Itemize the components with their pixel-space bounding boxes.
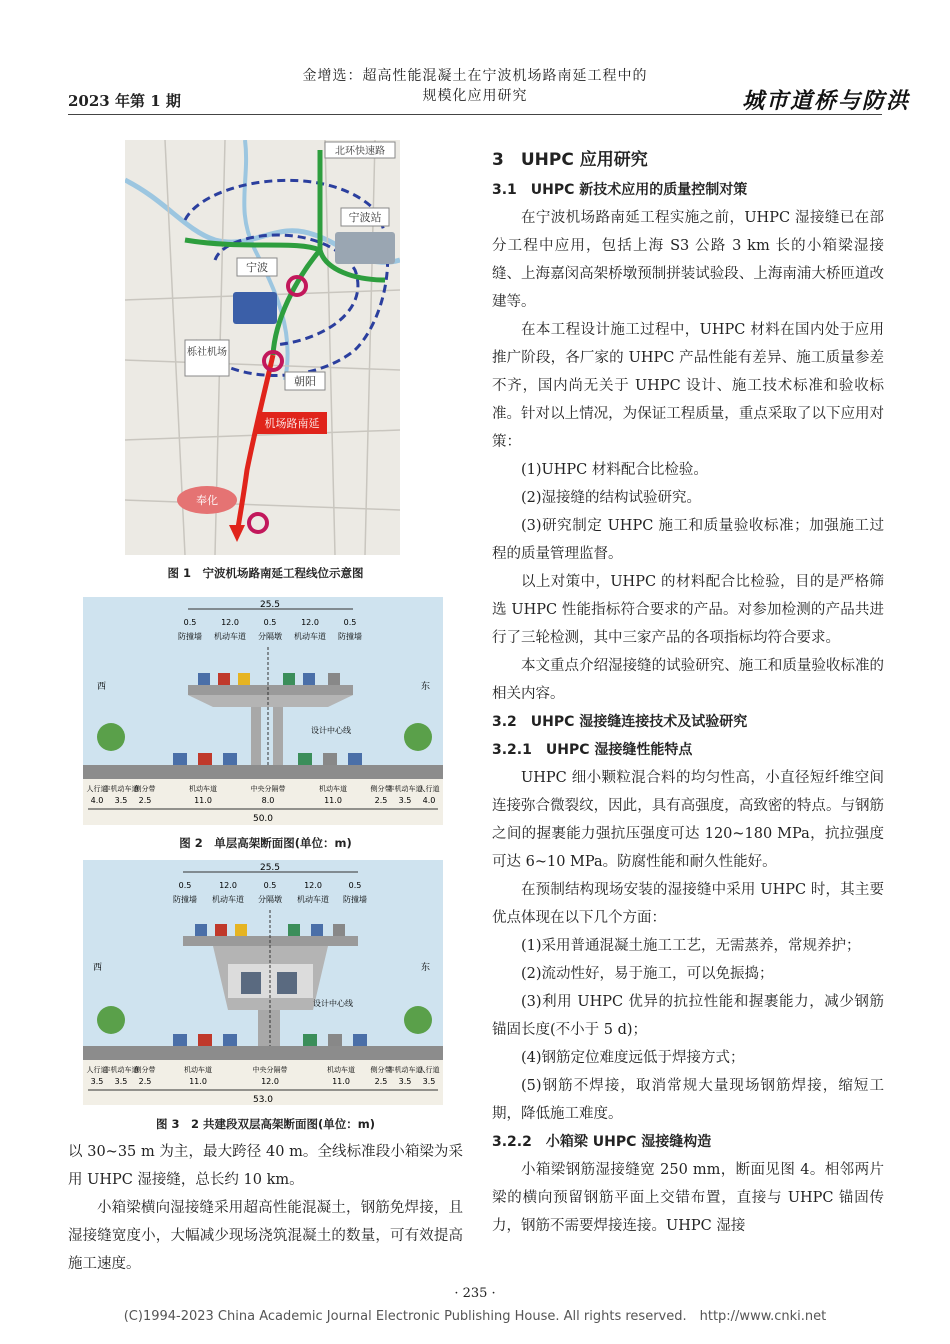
figure-1-map [125,140,400,555]
ground-label-7: 侧分带 [370,785,392,793]
top-dim-1: 0.5 [183,618,197,627]
top-dim-3: 0.5 [263,618,277,627]
top-label-1: 防撞墙 [178,632,202,641]
figure-3-caption: 图 3 2 共建段双层高架断面图(单位：m) [155,1117,375,1131]
ground-label-8: 非机动车道 [387,1066,423,1074]
pier-left [251,707,261,765]
total-width: 50.0 [252,814,274,824]
running-title [250,66,700,106]
ground-label-2: 非机动车道 [103,785,139,793]
top-label-4: 机动车道 [294,632,326,641]
pier-right [273,707,283,765]
label-airport: 栎社机场 [187,347,227,358]
page-number: · 235 · [454,1286,496,1301]
ground-dim-5: 8.0 [261,796,275,805]
ground-dim-7: 2.5 [374,796,388,805]
ground-label-1: 人行道 [86,1066,108,1074]
advantage-3: (3)利用 UHPC 优异的抗拉性能和握裹能力，减少钢筋锚固长度(不小于 5 d)； [492,994,884,1038]
journal-name: 城市道桥与防洪 [742,88,911,114]
figure-3 [83,860,443,1105]
top-label-4: 机动车道 [297,895,329,904]
section-3-2-1-heading: 3.2.1 UHPC 湿接缝性能特点 [492,742,693,758]
top-label-2: 机动车道 [214,632,246,641]
label-city: 宁波 [246,261,268,274]
ground-dim-3: 2.5 [138,1077,152,1086]
top-label-1: 防撞墙 [173,895,197,904]
advantage-5: (5)钢筋不焊接，取消常规大量现场钢筋焊接，缩短工期，降低施工难度。 [492,1078,884,1122]
west-label: 西 [93,963,103,973]
paragraph-3-2-1-a: UHPC 细小颗粒混合料的均匀性高，小直径短纤维空间连接弥合微裂纹，因此，具有高强度，高致密的特点。与钢筋之间的握裹能力强抗压强度可达 120~180 MPa，抗拉强度可达 6~10 MPa。防腐性能和耐久性能好。 [492,770,884,870]
top-label-5: 防撞墙 [338,632,362,641]
paragraph-3-1-d: 本文重点介绍湿接缝的试验研究、施工和质量验收标准的相关内容。 [492,658,884,702]
ground-label-4: 机动车道 [184,1066,212,1074]
paragraph-3-1-a: 在宁波机场路南延工程实施之前，UHPC 湿接缝已在部分工程中应用，包括上海 S3 公路 3 km 长的小箱梁湿接缝、上海嘉闵高架桥墩预制拼装试验段、上海南浦大桥匝道改建等。 [492,210,884,310]
ground-dim-8: 3.5 [398,796,412,805]
top-label-5: 防撞墙 [343,895,367,904]
measure-1: (1)UHPC 材料配合比检验。 [521,462,708,478]
top-dim-5: 0.5 [343,618,357,627]
advantage-1: (1)采用普通混凝土施工工艺，无需蒸养，常规养护； [521,938,861,954]
running-title-line2: 规模化应用研究 [422,88,528,104]
top-dim-2: 12.0 [219,881,237,890]
label-box-airport [185,340,229,376]
top-dim-4: 12.0 [304,881,322,890]
ground-dim-8: 3.5 [398,1077,412,1086]
label-north-road: 北环快速路 [335,146,385,157]
ground-dim-9: 4.0 [422,796,436,805]
centerline-label: 设计中心线 [313,999,353,1008]
tree-right [404,723,432,751]
ground-labels [87,1065,440,1074]
top-dim-2: 12.0 [221,618,239,627]
ground-dim-4: 11.0 [189,1077,207,1086]
ground-label-9: 人行道 [418,1066,440,1074]
top-label-3: 分隔墩 [258,895,282,904]
ground-dim-2: 3.5 [114,796,128,805]
top-label-3: 分隔墩 [258,632,282,641]
ground-label-3: 侧分带 [134,1066,156,1074]
label-station: 宁波站 [348,211,382,224]
ground-dim-2: 3.5 [114,1077,128,1086]
ground-label-1: 人行道 [86,785,108,793]
ground-dims [91,796,436,805]
header-rule [68,114,882,115]
ground-dim-9: 3.5 [422,1077,436,1086]
ground-dim-6: 11.0 [332,1077,350,1086]
top-dim-1: 0.5 [178,881,192,890]
right-column-text [492,145,884,1240]
ground-label-6: 机动车道 [327,1066,355,1074]
top-total: 25.5 [259,600,281,610]
ground-dim-1: 3.5 [90,1077,104,1086]
ground-labels [87,784,440,793]
section-3-2-2-heading: 3.2.2 小箱梁 UHPC 湿接缝构造 [492,1134,712,1150]
section-3-heading: 3 UHPC 应用研究 [492,150,648,170]
total-width: 53.0 [252,1095,274,1105]
pier [258,1010,280,1046]
advantage-4: (4)钢筋定位难度远低于焊接方式； [521,1050,745,1066]
figure-2 [83,597,443,825]
ground-label-2: 非机动车道 [103,1066,139,1074]
ground-label-5: 中央分隔带 [252,1066,288,1074]
issue-label: 2023 年第 1 期 [68,92,181,110]
ground-dim-1: 4.0 [90,796,104,805]
ground-label-3: 侧分带 [134,785,156,793]
paragraph-3-1-c: 以上对策中，UHPC 的材料配合比检验，目的是严格筛选 UHPC 性能指标符合要求的产品。对参加检测的产品共进行了三轮检测，其中三家产品的各项指标均符合要求。 [492,574,884,646]
ground-dim-7: 2.5 [374,1077,388,1086]
label-fenghua: 奉化 [196,494,218,507]
section-3-2-heading: 3.2 UHPC 湿接缝连接技术及试验研究 [492,714,748,730]
centerline-label: 设计中心线 [311,726,351,735]
tree-left [97,1006,125,1034]
bridge-deck [188,685,353,695]
tree-left [97,723,125,751]
station-photo [335,232,395,264]
top-total: 25.5 [259,863,281,873]
train-right [277,972,297,994]
left-paragraph-1: 以 30~35 m 为主，最大跨径 40 m。全线标准段小箱梁为采用 UHPC 湿接缝，总长约 10 km。 [68,1144,463,1188]
ground-label-8: 非机动车道 [387,785,423,793]
top-dim-5: 0.5 [348,881,362,890]
figure-2-caption: 图 2 单层高架断面图(单位：m) [179,836,352,850]
left-column-text [68,1138,463,1278]
label-project: 机场路南延 [264,417,320,430]
east-label: 东 [421,963,431,973]
advantage-2: (2)流动性好，易于施工，可以免振捣； [521,966,774,982]
left-paragraph-2: 小箱梁横向湿接缝采用超高性能混凝土，钢筋免焊接，且湿接缝宽度小，大幅减少现场浇筑混凝土的数量，可有效提高施工速度。 [68,1200,463,1272]
ground-dim-5: 12.0 [261,1077,279,1086]
measure-3: (3)研究制定 UHPC 施工和质量验收标准；加强施工过程的质量管理监督。 [492,518,884,562]
ground-label-6: 机动车道 [319,785,347,793]
ground-dim-6: 11.0 [324,796,342,805]
paragraph-3-2-1-b: 在预制结构现场安装的湿接缝中采用 UHPC 时，其主要优点体现在以下几个方面： [492,882,884,926]
paragraph-3-2-2: 小箱梁钢筋湿接缝宽 250 mm，断面见图 4。相邻两片梁的横向预留钢筋平面上交错布置，直接与 UHPC 锚固传力，钢筋不需要焊接连接。UHPC 湿接 [492,1162,884,1234]
running-title-line1: 金增选：超高性能混凝土在宁波机场路南延工程中的 [302,68,648,84]
section-3-1-heading: 3.1 UHPC 新技术应用的质量控制对策 [492,182,748,198]
top-label-2: 机动车道 [212,895,244,904]
ground-road [83,765,443,779]
ground-dim-3: 2.5 [138,796,152,805]
single-deck-section [83,597,443,825]
measure-2: (2)湿接缝的结构试验研究。 [521,490,702,506]
top-dim-3: 0.5 [263,881,277,890]
ground-label-9: 人行道 [418,785,440,793]
train-left [241,972,261,994]
east-label: 东 [421,682,431,692]
ground-dims [91,1077,436,1086]
label-chaoyang: 朝阳 [294,375,316,388]
west-label: 西 [97,682,107,692]
paragraph-3-1-b: 在本工程设计施工过程中，UHPC 材料在国内处于应用推广阶段，各厂家的 UHPC 产品性能有差异、施工质量参差不齐，国内尚无关于 UHPC 设计、施工技术标准和验收标准。针对以上情况，为保证工程质量，重点采取了以下应用对策： [492,322,884,450]
ground-label-5: 中央分隔带 [250,785,286,793]
ground-road [83,1046,443,1060]
tree-right [404,1006,432,1034]
ground-label-4: 机动车道 [189,785,217,793]
ground-dim-4: 11.0 [194,796,212,805]
ground-label-7: 侧分带 [370,1066,392,1074]
route-map [125,140,400,555]
top-dim-4: 12.0 [301,618,319,627]
double-deck-section [83,860,443,1105]
copyright-line: (C)1994-2023 China Academic Journal Electronic Publishing House. All rights reserved. http://www.cnki.net [123,1309,827,1324]
figure-1-caption: 图 1 宁波机场路南延工程线位示意图 [167,566,364,580]
bridge-girder [188,695,353,707]
airport-photo [233,292,277,324]
